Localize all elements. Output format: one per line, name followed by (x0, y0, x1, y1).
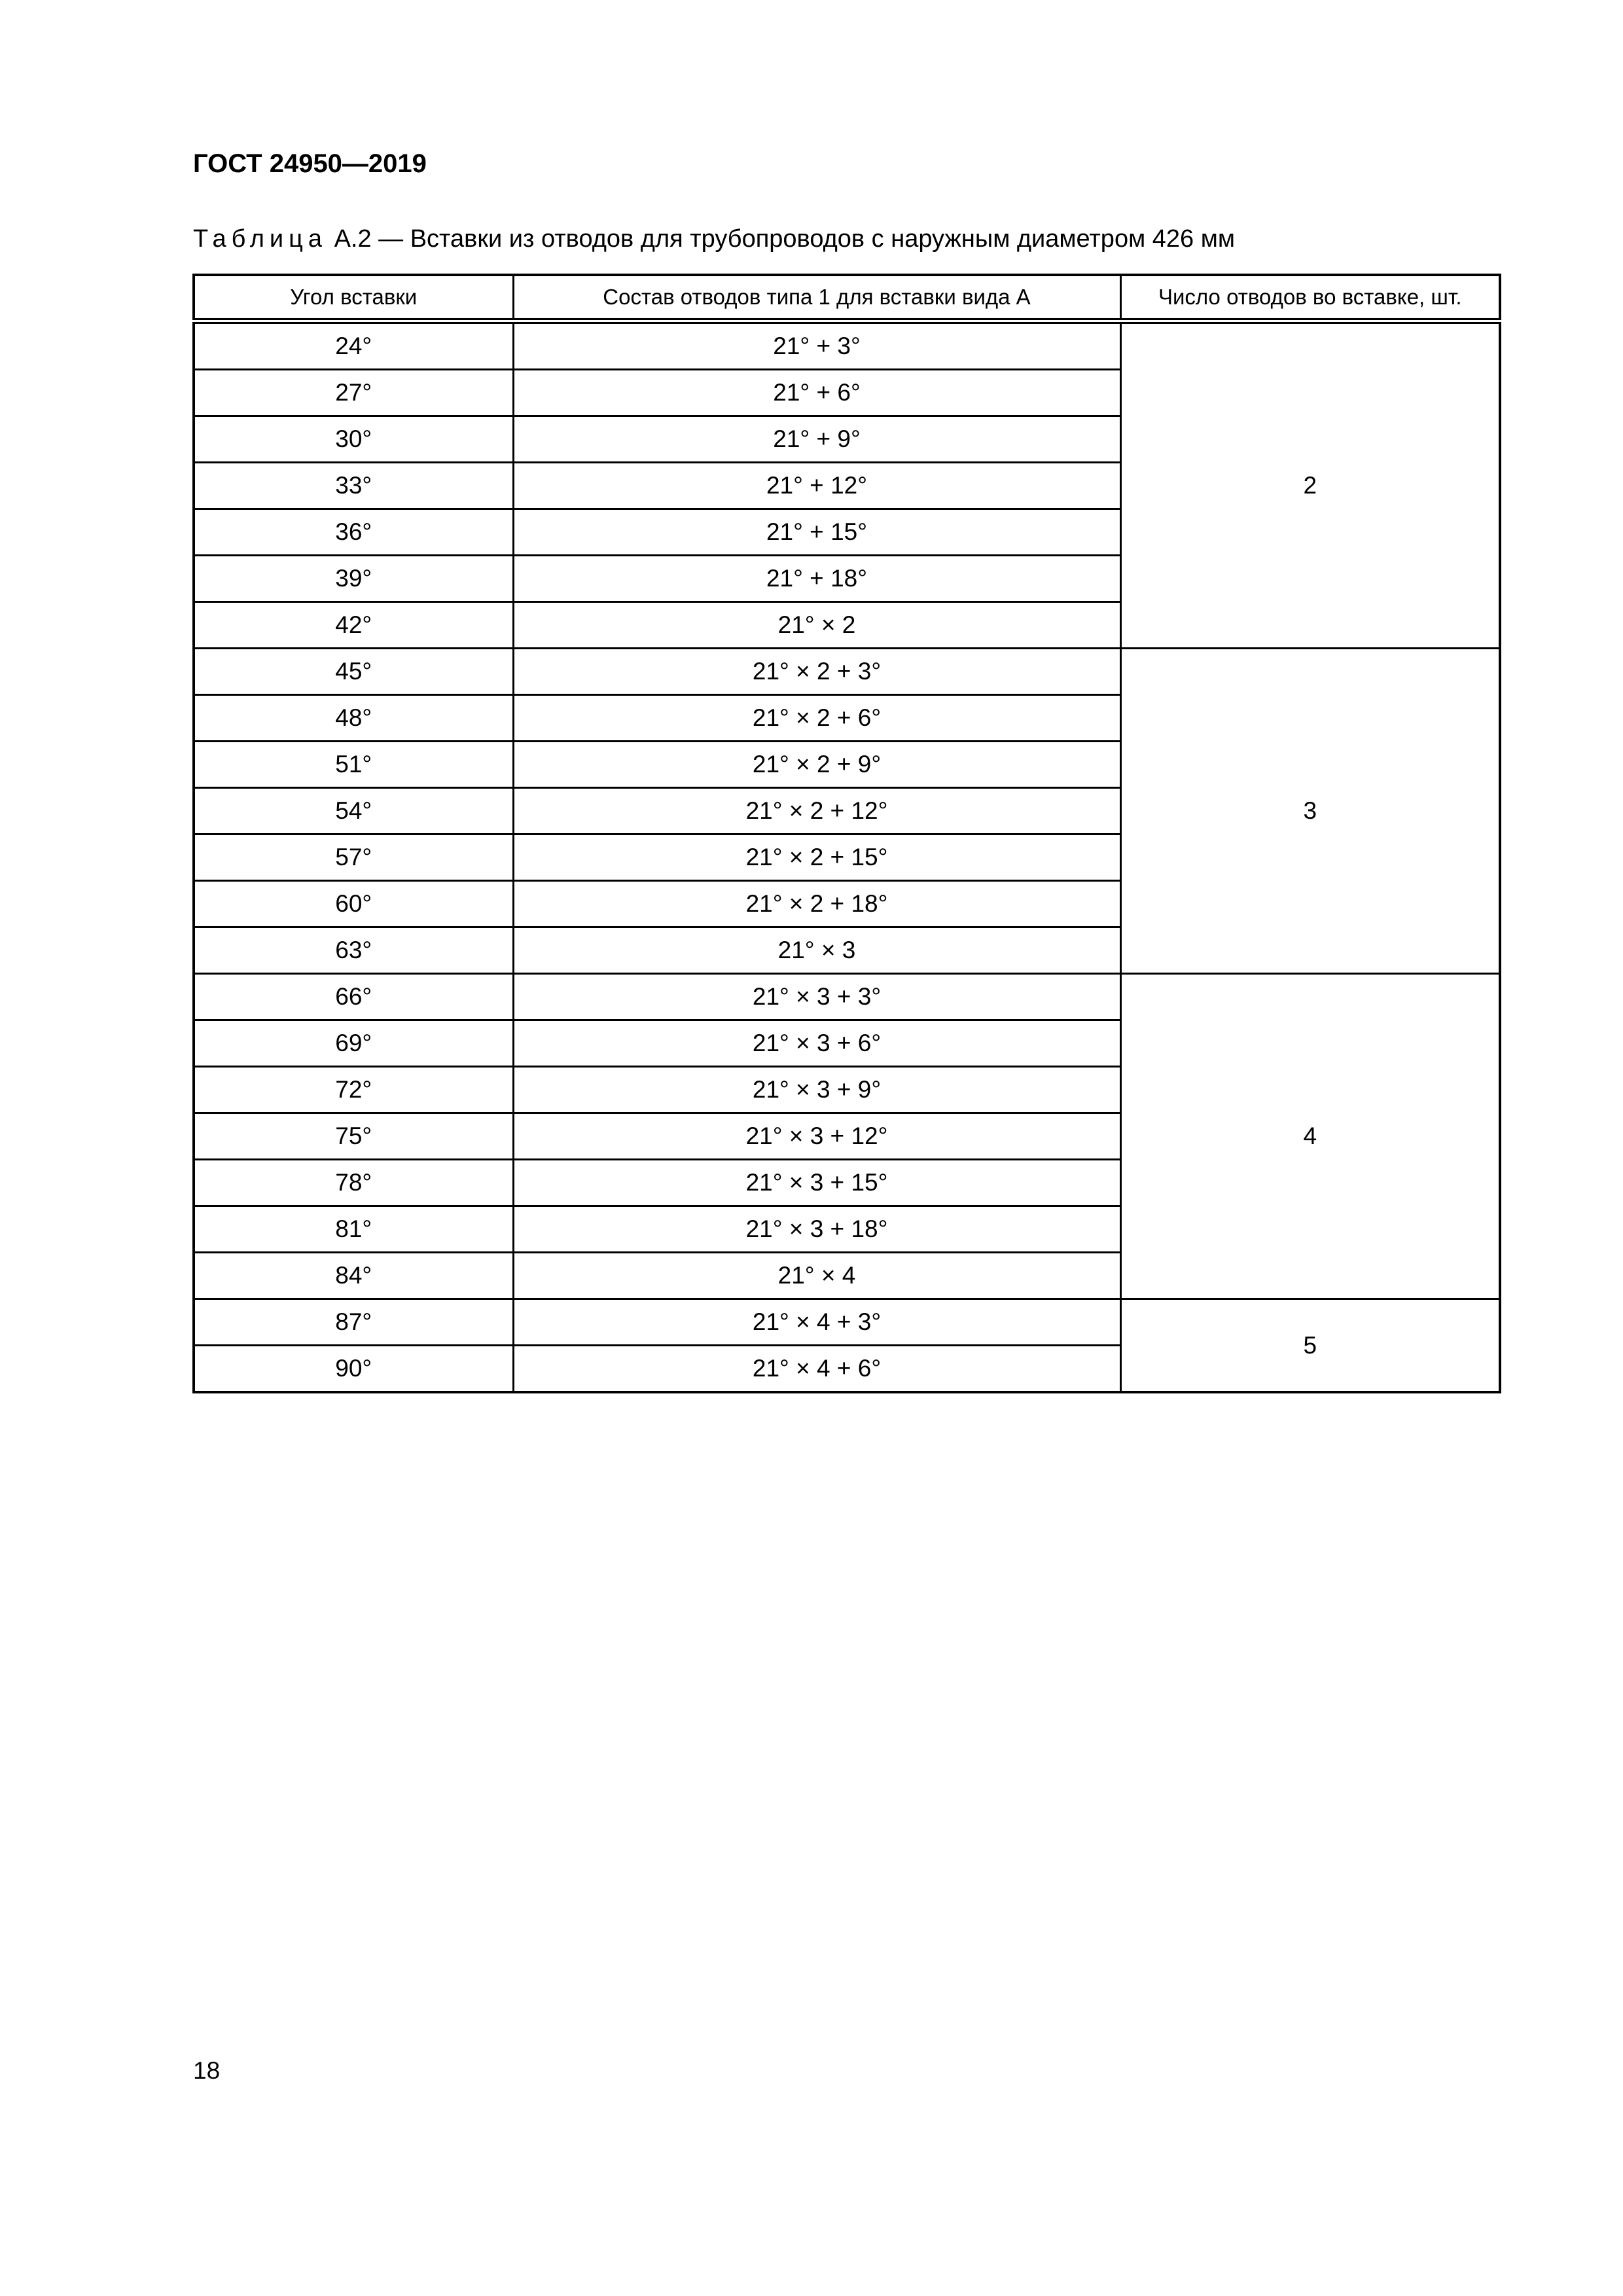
composition-cell: 21° × 2 + 3° (513, 649, 1120, 695)
angle-cell: 63° (194, 927, 513, 974)
table-row (194, 974, 1500, 1020)
composition-cell: 21° × 2 + 9° (513, 742, 1120, 788)
angle-cell: 24° (194, 321, 513, 370)
angle-cell: 60° (194, 881, 513, 927)
column-header-composition: Состав отводов типа 1 для вставки вида А (513, 275, 1120, 321)
angle-cell: 33° (194, 463, 513, 509)
composition-cell: 21° × 3 + 12° (513, 1113, 1120, 1160)
composition-cell: 21° × 3 + 15° (513, 1160, 1120, 1206)
composition-cell: 21° + 9° (513, 416, 1120, 463)
composition-cell: 21° × 2 + 15° (513, 834, 1120, 881)
composition-cell: 21° × 3 + 18° (513, 1206, 1120, 1253)
angle-cell: 51° (194, 742, 513, 788)
table-row (194, 649, 1500, 695)
composition-cell: 21° + 6° (513, 370, 1120, 416)
composition-cell: 21° × 2 (513, 602, 1120, 649)
table-caption (193, 223, 1235, 255)
composition-cell: 21° × 4 (513, 1253, 1120, 1299)
count-cell: 5 (1120, 1299, 1500, 1393)
count-cell: 3 (1120, 649, 1500, 974)
angle-cell: 45° (194, 649, 513, 695)
angle-cell: 36° (194, 509, 513, 556)
angle-cell: 66° (194, 974, 513, 1020)
angle-cell: 84° (194, 1253, 513, 1299)
table-row (194, 321, 1500, 370)
table-header-row (194, 275, 1500, 321)
document-header: ГОСТ 24950—2019 (193, 149, 427, 178)
angle-cell: 30° (194, 416, 513, 463)
composition-cell: 21° × 3 + 6° (513, 1020, 1120, 1067)
angle-cell: 72° (194, 1067, 513, 1113)
composition-cell: 21° + 12° (513, 463, 1120, 509)
column-header-angle: Угол вставки (194, 275, 513, 321)
table-container (192, 274, 1501, 1393)
table-row (194, 1299, 1500, 1346)
composition-cell: 21° × 2 + 12° (513, 788, 1120, 834)
angle-cell: 69° (194, 1020, 513, 1067)
angle-cell: 78° (194, 1160, 513, 1206)
angle-cell: 90° (194, 1346, 513, 1393)
angle-cell: 75° (194, 1113, 513, 1160)
angle-cell: 39° (194, 556, 513, 602)
composition-cell: 21° × 4 + 6° (513, 1346, 1120, 1393)
angle-cell: 48° (194, 695, 513, 742)
composition-cell: 21° × 3 + 3° (513, 974, 1120, 1020)
table-caption-prefix: Таблица (193, 225, 327, 253)
table-caption-text: А.2 — Вставки из отводов для трубопроводов с наружным диаметром 426 мм (334, 225, 1235, 253)
count-cell: 2 (1120, 321, 1500, 649)
composition-cell: 21° × 4 + 3° (513, 1299, 1120, 1346)
composition-cell: 21° + 3° (513, 321, 1120, 370)
inserts-table (192, 274, 1501, 1393)
table-body (194, 321, 1500, 1393)
composition-cell: 21° × 2 + 18° (513, 881, 1120, 927)
angle-cell: 57° (194, 834, 513, 881)
count-cell: 4 (1120, 974, 1500, 1299)
composition-cell: 21° × 3 (513, 927, 1120, 974)
angle-cell: 42° (194, 602, 513, 649)
composition-cell: 21° + 18° (513, 556, 1120, 602)
page-number: 18 (193, 2057, 221, 2084)
composition-cell: 21° × 3 + 9° (513, 1067, 1120, 1113)
angle-cell: 27° (194, 370, 513, 416)
angle-cell: 81° (194, 1206, 513, 1253)
composition-cell: 21° + 15° (513, 509, 1120, 556)
composition-cell: 21° × 2 + 6° (513, 695, 1120, 742)
angle-cell: 54° (194, 788, 513, 834)
angle-cell: 87° (194, 1299, 513, 1346)
column-header-count: Число отводов во вставке, шт. (1120, 275, 1500, 321)
